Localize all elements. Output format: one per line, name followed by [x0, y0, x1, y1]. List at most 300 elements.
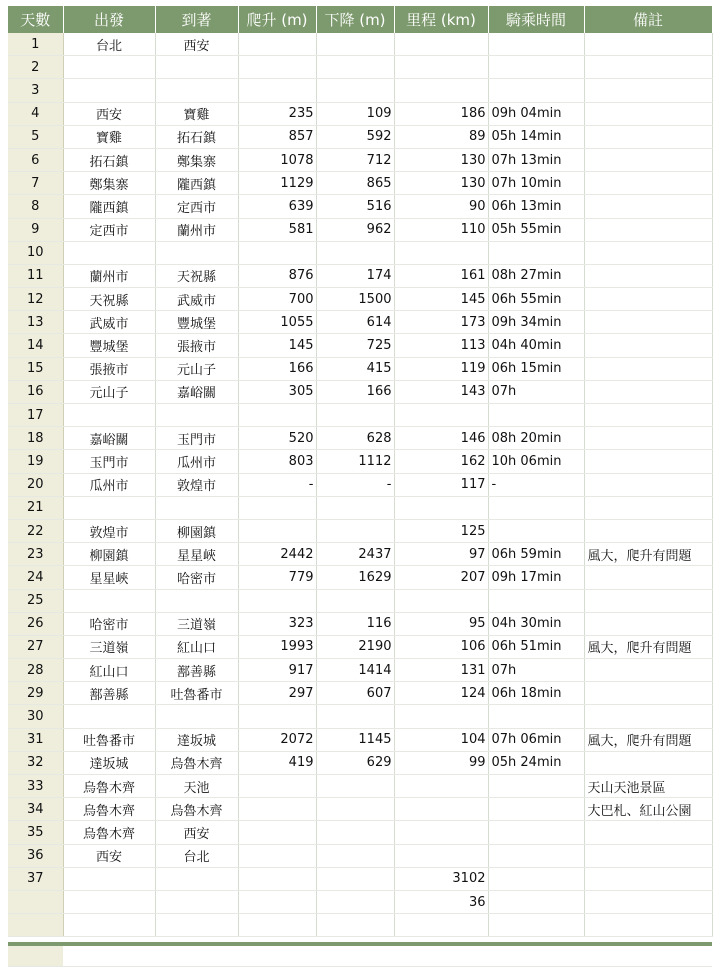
- climb-cell[interactable]: [238, 821, 316, 844]
- ride-time-cell[interactable]: [488, 241, 584, 264]
- note-cell[interactable]: [584, 357, 712, 380]
- note-cell[interactable]: [584, 125, 712, 148]
- descent-cell[interactable]: 1500: [316, 288, 394, 311]
- climb-cell[interactable]: 419: [238, 751, 316, 774]
- day-cell[interactable]: 9: [8, 218, 63, 241]
- ride-time-cell[interactable]: [488, 519, 584, 542]
- day-cell[interactable]: 30: [8, 705, 63, 728]
- distance-cell[interactable]: 90: [394, 195, 488, 218]
- climb-cell[interactable]: [238, 496, 316, 519]
- ride-time-cell[interactable]: [488, 844, 584, 867]
- day-cell[interactable]: 25: [8, 589, 63, 612]
- from-cell[interactable]: 烏魯木齊: [63, 798, 155, 821]
- ride-time-cell[interactable]: 05h 55min: [488, 218, 584, 241]
- header-ride-time[interactable]: 騎乘時間: [488, 6, 584, 33]
- climb-cell[interactable]: [238, 844, 316, 867]
- descent-cell[interactable]: 712: [316, 148, 394, 171]
- to-cell[interactable]: 瓜州市: [155, 450, 238, 473]
- distance-cell[interactable]: [394, 705, 488, 728]
- ride-time-cell[interactable]: 07h: [488, 659, 584, 682]
- to-cell[interactable]: 張掖市: [155, 334, 238, 357]
- from-cell[interactable]: 鄭集寨: [63, 172, 155, 195]
- to-cell[interactable]: 拓石鎮: [155, 125, 238, 148]
- day-cell[interactable]: 20: [8, 473, 63, 496]
- distance-cell[interactable]: 131: [394, 659, 488, 682]
- day-cell[interactable]: 6: [8, 148, 63, 171]
- climb-cell[interactable]: [238, 241, 316, 264]
- note-cell[interactable]: [584, 380, 712, 403]
- climb-cell[interactable]: [238, 705, 316, 728]
- day-cell[interactable]: 8: [8, 195, 63, 218]
- from-cell[interactable]: 天祝縣: [63, 288, 155, 311]
- ride-time-cell[interactable]: 06h 18min: [488, 682, 584, 705]
- climb-cell[interactable]: 779: [238, 566, 316, 589]
- distance-cell[interactable]: [394, 241, 488, 264]
- distance-cell[interactable]: 119: [394, 357, 488, 380]
- distance-cell[interactable]: [394, 496, 488, 519]
- to-cell[interactable]: 哈密市: [155, 566, 238, 589]
- from-cell[interactable]: 吐魯番市: [63, 728, 155, 751]
- day-cell[interactable]: 37: [8, 867, 63, 890]
- distance-cell[interactable]: 207: [394, 566, 488, 589]
- descent-cell[interactable]: 607: [316, 682, 394, 705]
- distance-cell[interactable]: 145: [394, 288, 488, 311]
- from-cell[interactable]: 張掖市: [63, 357, 155, 380]
- note-cell[interactable]: [584, 404, 712, 427]
- descent-cell[interactable]: 109: [316, 102, 394, 125]
- from-cell[interactable]: 哈密市: [63, 612, 155, 635]
- from-cell[interactable]: 達坂城: [63, 751, 155, 774]
- ride-time-cell[interactable]: 08h 27min: [488, 264, 584, 287]
- note-cell[interactable]: [584, 589, 712, 612]
- distance-cell[interactable]: 124: [394, 682, 488, 705]
- descent-cell[interactable]: 592: [316, 125, 394, 148]
- distance-cell[interactable]: 161: [394, 264, 488, 287]
- note-cell[interactable]: [584, 659, 712, 682]
- day-cell[interactable]: 16: [8, 380, 63, 403]
- descent-cell[interactable]: [316, 914, 394, 937]
- climb-cell[interactable]: [238, 519, 316, 542]
- day-cell[interactable]: [8, 890, 63, 913]
- from-cell[interactable]: 豐城堡: [63, 334, 155, 357]
- note-cell[interactable]: [584, 427, 712, 450]
- to-cell[interactable]: 隴西鎮: [155, 172, 238, 195]
- ride-time-cell[interactable]: 04h 40min: [488, 334, 584, 357]
- descent-cell[interactable]: 166: [316, 380, 394, 403]
- climb-cell[interactable]: 323: [238, 612, 316, 635]
- day-cell[interactable]: 3: [8, 79, 63, 102]
- to-cell[interactable]: 達坂城: [155, 728, 238, 751]
- day-cell[interactable]: 11: [8, 264, 63, 287]
- from-cell[interactable]: 武威市: [63, 311, 155, 334]
- to-cell[interactable]: 定西市: [155, 195, 238, 218]
- note-cell[interactable]: [584, 241, 712, 264]
- distance-cell[interactable]: 110: [394, 218, 488, 241]
- note-cell[interactable]: 風大，爬升有問題: [584, 728, 712, 751]
- ride-time-cell[interactable]: 09h 17min: [488, 566, 584, 589]
- distance-cell[interactable]: 146: [394, 427, 488, 450]
- descent-cell[interactable]: [316, 56, 394, 79]
- to-cell[interactable]: 元山子: [155, 357, 238, 380]
- from-cell[interactable]: 拓石鎮: [63, 148, 155, 171]
- note-cell[interactable]: [584, 890, 712, 913]
- distance-cell[interactable]: [394, 914, 488, 937]
- from-cell[interactable]: 元山子: [63, 380, 155, 403]
- to-cell[interactable]: 三道嶺: [155, 612, 238, 635]
- from-cell[interactable]: 寶雞: [63, 125, 155, 148]
- from-cell[interactable]: 星星峽: [63, 566, 155, 589]
- climb-cell[interactable]: 1078: [238, 148, 316, 171]
- ride-time-cell[interactable]: [488, 705, 584, 728]
- climb-cell[interactable]: 581: [238, 218, 316, 241]
- distance-cell[interactable]: 143: [394, 380, 488, 403]
- note-cell[interactable]: [584, 56, 712, 79]
- from-cell[interactable]: 瓜州市: [63, 473, 155, 496]
- note-cell[interactable]: [584, 148, 712, 171]
- descent-cell[interactable]: [316, 798, 394, 821]
- descent-cell[interactable]: 415: [316, 357, 394, 380]
- climb-cell[interactable]: 145: [238, 334, 316, 357]
- descent-cell[interactable]: [316, 404, 394, 427]
- descent-cell[interactable]: 962: [316, 218, 394, 241]
- distance-cell[interactable]: 99: [394, 751, 488, 774]
- climb-cell[interactable]: 639: [238, 195, 316, 218]
- descent-cell[interactable]: 628: [316, 427, 394, 450]
- distance-cell[interactable]: [394, 56, 488, 79]
- note-cell[interactable]: [584, 612, 712, 635]
- from-cell[interactable]: [63, 496, 155, 519]
- distance-cell[interactable]: 113: [394, 334, 488, 357]
- day-cell[interactable]: 22: [8, 519, 63, 542]
- to-cell[interactable]: 星星峽: [155, 543, 238, 566]
- day-cell[interactable]: 13: [8, 311, 63, 334]
- to-cell[interactable]: 西安: [155, 821, 238, 844]
- distance-cell[interactable]: 106: [394, 635, 488, 658]
- distance-cell[interactable]: 186: [394, 102, 488, 125]
- climb-cell[interactable]: [238, 914, 316, 937]
- from-cell[interactable]: 敦煌市: [63, 519, 155, 542]
- from-cell[interactable]: 柳園鎮: [63, 543, 155, 566]
- note-cell[interactable]: [584, 473, 712, 496]
- day-cell[interactable]: 2: [8, 56, 63, 79]
- climb-cell[interactable]: 520: [238, 427, 316, 450]
- climb-cell[interactable]: 1055: [238, 311, 316, 334]
- descent-cell[interactable]: -: [316, 473, 394, 496]
- descent-cell[interactable]: [316, 821, 394, 844]
- to-cell[interactable]: 寶雞: [155, 102, 238, 125]
- ride-time-cell[interactable]: 06h 51min: [488, 635, 584, 658]
- from-cell[interactable]: 定西市: [63, 218, 155, 241]
- climb-cell[interactable]: 2442: [238, 543, 316, 566]
- distance-cell[interactable]: 173: [394, 311, 488, 334]
- distance-cell[interactable]: [394, 798, 488, 821]
- from-cell[interactable]: [63, 914, 155, 937]
- day-cell[interactable]: 27: [8, 635, 63, 658]
- from-cell[interactable]: [63, 404, 155, 427]
- descent-cell[interactable]: [316, 589, 394, 612]
- to-cell[interactable]: 紅山口: [155, 635, 238, 658]
- day-cell[interactable]: 28: [8, 659, 63, 682]
- header-day[interactable]: 天數: [8, 6, 63, 33]
- day-cell[interactable]: 21: [8, 496, 63, 519]
- ride-time-cell[interactable]: 10h 06min: [488, 450, 584, 473]
- to-cell[interactable]: 豐城堡: [155, 311, 238, 334]
- note-cell[interactable]: [584, 102, 712, 125]
- descent-cell[interactable]: [316, 890, 394, 913]
- ride-time-cell[interactable]: 09h 04min: [488, 102, 584, 125]
- descent-cell[interactable]: 1414: [316, 659, 394, 682]
- note-cell[interactable]: [584, 867, 712, 890]
- distance-cell[interactable]: 3102: [394, 867, 488, 890]
- descent-cell[interactable]: [316, 867, 394, 890]
- distance-cell[interactable]: [394, 821, 488, 844]
- to-cell[interactable]: 敦煌市: [155, 473, 238, 496]
- note-cell[interactable]: 天山天池景區: [584, 775, 712, 798]
- descent-cell[interactable]: 2190: [316, 635, 394, 658]
- day-cell[interactable]: 10: [8, 241, 63, 264]
- day-cell[interactable]: 23: [8, 543, 63, 566]
- climb-cell[interactable]: [238, 775, 316, 798]
- note-cell[interactable]: [584, 496, 712, 519]
- from-cell[interactable]: [63, 890, 155, 913]
- from-cell[interactable]: 台北: [63, 33, 155, 56]
- day-cell[interactable]: 35: [8, 821, 63, 844]
- from-cell[interactable]: 三道嶺: [63, 635, 155, 658]
- day-cell[interactable]: 17: [8, 404, 63, 427]
- from-cell[interactable]: 紅山口: [63, 659, 155, 682]
- from-cell[interactable]: 西安: [63, 844, 155, 867]
- note-cell[interactable]: [584, 844, 712, 867]
- to-cell[interactable]: 西安: [155, 33, 238, 56]
- descent-cell[interactable]: 174: [316, 264, 394, 287]
- descent-cell[interactable]: [316, 241, 394, 264]
- ride-time-cell[interactable]: [488, 798, 584, 821]
- from-cell[interactable]: [63, 705, 155, 728]
- day-cell[interactable]: 33: [8, 775, 63, 798]
- to-cell[interactable]: 柳園鎮: [155, 519, 238, 542]
- day-cell[interactable]: 36: [8, 844, 63, 867]
- day-cell[interactable]: [8, 914, 63, 937]
- ride-time-cell[interactable]: [488, 496, 584, 519]
- day-cell[interactable]: 12: [8, 288, 63, 311]
- from-cell[interactable]: 玉門市: [63, 450, 155, 473]
- to-cell[interactable]: 蘭州市: [155, 218, 238, 241]
- climb-cell[interactable]: [238, 79, 316, 102]
- descent-cell[interactable]: [316, 519, 394, 542]
- descent-cell[interactable]: [316, 775, 394, 798]
- ride-time-cell[interactable]: [488, 589, 584, 612]
- from-cell[interactable]: [63, 867, 155, 890]
- to-cell[interactable]: [155, 914, 238, 937]
- day-cell[interactable]: 19: [8, 450, 63, 473]
- header-climb[interactable]: 爬升 (m): [238, 6, 316, 33]
- ride-time-cell[interactable]: 06h 13min: [488, 195, 584, 218]
- note-cell[interactable]: [584, 914, 712, 937]
- note-cell[interactable]: [584, 33, 712, 56]
- ride-time-cell[interactable]: 06h 59min: [488, 543, 584, 566]
- to-cell[interactable]: 吐魯番市: [155, 682, 238, 705]
- ride-time-cell[interactable]: [488, 56, 584, 79]
- from-cell[interactable]: 烏魯木齊: [63, 821, 155, 844]
- ride-time-cell[interactable]: [488, 890, 584, 913]
- climb-cell[interactable]: [238, 589, 316, 612]
- ride-time-cell[interactable]: [488, 914, 584, 937]
- to-cell[interactable]: [155, 589, 238, 612]
- distance-cell[interactable]: 89: [394, 125, 488, 148]
- to-cell[interactable]: 台北: [155, 844, 238, 867]
- climb-cell[interactable]: [238, 890, 316, 913]
- descent-cell[interactable]: 1145: [316, 728, 394, 751]
- to-cell[interactable]: 鄭集寨: [155, 148, 238, 171]
- ride-time-cell[interactable]: [488, 867, 584, 890]
- note-cell[interactable]: 大巴札、紅山公園: [584, 798, 712, 821]
- climb-cell[interactable]: [238, 33, 316, 56]
- ride-time-cell[interactable]: -: [488, 473, 584, 496]
- climb-cell[interactable]: 917: [238, 659, 316, 682]
- note-cell[interactable]: [584, 821, 712, 844]
- from-cell[interactable]: [63, 241, 155, 264]
- to-cell[interactable]: [155, 890, 238, 913]
- distance-cell[interactable]: [394, 79, 488, 102]
- day-cell[interactable]: 5: [8, 125, 63, 148]
- header-note[interactable]: 備註: [584, 6, 712, 33]
- ride-time-cell[interactable]: 07h 13min: [488, 148, 584, 171]
- day-cell[interactable]: 26: [8, 612, 63, 635]
- distance-cell[interactable]: [394, 589, 488, 612]
- to-cell[interactable]: 武威市: [155, 288, 238, 311]
- descent-cell[interactable]: 629: [316, 751, 394, 774]
- day-cell[interactable]: 18: [8, 427, 63, 450]
- note-cell[interactable]: [584, 311, 712, 334]
- distance-cell[interactable]: [394, 33, 488, 56]
- distance-cell[interactable]: 117: [394, 473, 488, 496]
- descent-cell[interactable]: 614: [316, 311, 394, 334]
- note-cell[interactable]: [584, 195, 712, 218]
- from-cell[interactable]: [63, 589, 155, 612]
- descent-cell[interactable]: 1112: [316, 450, 394, 473]
- descent-cell[interactable]: 116: [316, 612, 394, 635]
- climb-cell[interactable]: [238, 867, 316, 890]
- day-cell[interactable]: 34: [8, 798, 63, 821]
- ride-time-cell[interactable]: 05h 14min: [488, 125, 584, 148]
- from-cell[interactable]: [63, 56, 155, 79]
- header-distance[interactable]: 里程 (km): [394, 6, 488, 33]
- note-cell[interactable]: [584, 705, 712, 728]
- climb-cell[interactable]: 857: [238, 125, 316, 148]
- note-cell[interactable]: [584, 218, 712, 241]
- to-cell[interactable]: [155, 867, 238, 890]
- from-cell[interactable]: 烏魯木齊: [63, 775, 155, 798]
- day-cell[interactable]: 29: [8, 682, 63, 705]
- distance-cell[interactable]: 130: [394, 172, 488, 195]
- climb-cell[interactable]: [238, 798, 316, 821]
- descent-cell[interactable]: 865: [316, 172, 394, 195]
- to-cell[interactable]: 玉門市: [155, 427, 238, 450]
- ride-time-cell[interactable]: 04h 30min: [488, 612, 584, 635]
- to-cell[interactable]: 烏魯木齊: [155, 751, 238, 774]
- day-cell[interactable]: 32: [8, 751, 63, 774]
- header-from[interactable]: 出發: [63, 6, 155, 33]
- ride-time-cell[interactable]: 07h: [488, 380, 584, 403]
- day-cell[interactable]: 15: [8, 357, 63, 380]
- ride-time-cell[interactable]: [488, 79, 584, 102]
- to-cell[interactable]: [155, 496, 238, 519]
- climb-cell[interactable]: 2072: [238, 728, 316, 751]
- note-cell[interactable]: 風大，爬升有問題: [584, 635, 712, 658]
- from-cell[interactable]: [63, 79, 155, 102]
- distance-cell[interactable]: 125: [394, 519, 488, 542]
- distance-cell[interactable]: 36: [394, 890, 488, 913]
- ride-time-cell[interactable]: 08h 20min: [488, 427, 584, 450]
- day-cell[interactable]: 4: [8, 102, 63, 125]
- ride-time-cell[interactable]: [488, 404, 584, 427]
- climb-cell[interactable]: -: [238, 473, 316, 496]
- ride-time-cell[interactable]: [488, 821, 584, 844]
- climb-cell[interactable]: [238, 404, 316, 427]
- ride-time-cell[interactable]: 07h 10min: [488, 172, 584, 195]
- day-cell[interactable]: 31: [8, 728, 63, 751]
- note-cell[interactable]: [584, 288, 712, 311]
- note-cell[interactable]: [584, 79, 712, 102]
- note-cell[interactable]: [584, 172, 712, 195]
- climb-cell[interactable]: 876: [238, 264, 316, 287]
- to-cell[interactable]: [155, 56, 238, 79]
- from-cell[interactable]: 鄯善縣: [63, 682, 155, 705]
- climb-cell[interactable]: 235: [238, 102, 316, 125]
- climb-cell[interactable]: 166: [238, 357, 316, 380]
- note-cell[interactable]: [584, 566, 712, 589]
- from-cell[interactable]: 隴西鎮: [63, 195, 155, 218]
- climb-cell[interactable]: 1129: [238, 172, 316, 195]
- day-cell[interactable]: 14: [8, 334, 63, 357]
- descent-cell[interactable]: [316, 79, 394, 102]
- ride-time-cell[interactable]: [488, 775, 584, 798]
- ride-time-cell[interactable]: 06h 15min: [488, 357, 584, 380]
- to-cell[interactable]: 嘉峪關: [155, 380, 238, 403]
- to-cell[interactable]: 天池: [155, 775, 238, 798]
- descent-cell[interactable]: 516: [316, 195, 394, 218]
- descent-cell[interactable]: 1629: [316, 566, 394, 589]
- note-cell[interactable]: [584, 450, 712, 473]
- from-cell[interactable]: 西安: [63, 102, 155, 125]
- ride-time-cell[interactable]: 07h 06min: [488, 728, 584, 751]
- from-cell[interactable]: 蘭州市: [63, 264, 155, 287]
- ride-time-cell[interactable]: 05h 24min: [488, 751, 584, 774]
- climb-cell[interactable]: 305: [238, 380, 316, 403]
- note-cell[interactable]: 風大，爬升有問題: [584, 543, 712, 566]
- climb-cell[interactable]: 700: [238, 288, 316, 311]
- ride-time-cell[interactable]: 09h 34min: [488, 311, 584, 334]
- note-cell[interactable]: [584, 682, 712, 705]
- ride-time-cell[interactable]: [488, 33, 584, 56]
- distance-cell[interactable]: 97: [394, 543, 488, 566]
- climb-cell[interactable]: 1993: [238, 635, 316, 658]
- day-cell[interactable]: 7: [8, 172, 63, 195]
- from-cell[interactable]: 嘉峪關: [63, 427, 155, 450]
- descent-cell[interactable]: 725: [316, 334, 394, 357]
- distance-cell[interactable]: 162: [394, 450, 488, 473]
- climb-cell[interactable]: 297: [238, 682, 316, 705]
- note-cell[interactable]: [584, 334, 712, 357]
- distance-cell[interactable]: 104: [394, 728, 488, 751]
- ride-time-cell[interactable]: 06h 55min: [488, 288, 584, 311]
- descent-cell[interactable]: [316, 33, 394, 56]
- distance-cell[interactable]: [394, 775, 488, 798]
- to-cell[interactable]: 鄯善縣: [155, 659, 238, 682]
- to-cell[interactable]: 天祝縣: [155, 264, 238, 287]
- climb-cell[interactable]: [238, 56, 316, 79]
- to-cell[interactable]: [155, 404, 238, 427]
